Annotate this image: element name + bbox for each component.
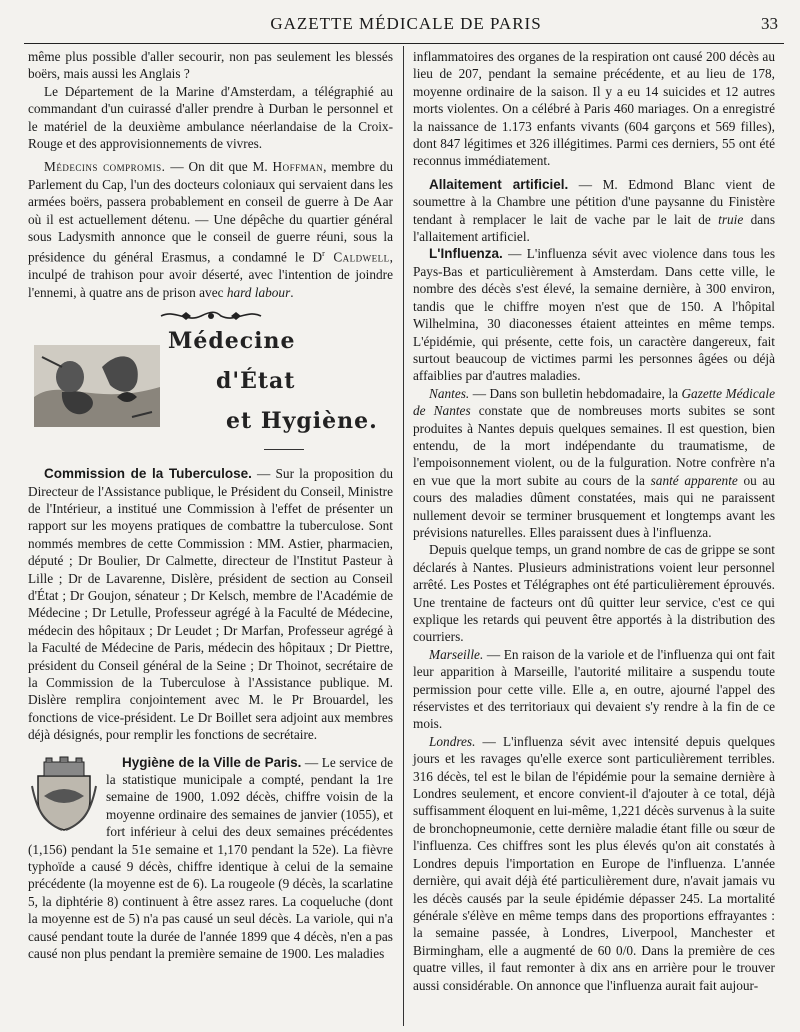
page-number: 33: [761, 14, 778, 33]
journal-title: GAZETTE MÉDICALE DE PARIS: [270, 14, 542, 33]
ornament-divider: [28, 309, 393, 329]
left-column: [28, 48, 393, 962]
paragraph: Nantes. — Dans son bulletin hebdomadaire, la Gazette Médicale de Nantes constate que de nombreuses morts subites se sont produites à Nantes depuis quelques semaines. Il est question, bien entendu, de la mort indépendante du traumatisme, de l'empoisonnement violent, ou de la fulguration. Notre confrère n'a en vue que la mort subite au cours de la santé apparente ou au cours des maladies dûment constatées, mais qui ne paraissent nullement devoir se terminer brusquement et longtemps avant les prévisions naturelles. Elles paraissent dues à l'influenza.: [413, 385, 775, 540]
paragraph: L'Influenza. — L'influenza sévit avec violence dans tous les Pays-Bas et particulièrement à Amsterdam. Dans cette ville, le nombre des décès s'est élevé, la semaine dernière, à 300 environ, tandis que le chiffre moyen n'est que de 150. A l'hôpital Wilhelmina, 30 diaconesses étaient atteintes en même temps. L'épidémie, qui présente, cette fois, un caractère dangereux, fait surtout beaucoup de victimes parmi les personnes âgées ou déjà affaiblies par d'autres maladies.: [413, 246, 775, 384]
section-title-line2: d'État: [216, 368, 296, 395]
paragraph-heading: Médecins compromis.: [44, 159, 166, 175]
section-title-line1: Médecine: [168, 328, 296, 355]
city-heading: Nantes.: [429, 385, 470, 401]
paragraph: Londres. — L'influenza sévit avec intensité depuis quelques jours et les ravages qu'elle exerce sont particulièrement terribles. 316 décès, tel est le bilan de l'épidémie pour la semaine dernière à Londres seulement, et encore convient-il d'ajouter à ce total, déjà suffisamment éloquent en lui-même, 1,221 décès survenus à la suite de bronchopneumonie, cette dernière maladie étant fille ou sœur de l'influenza. Ces chiffres sont les plus élevés qu'on ait constatés à Londres depuis l'importation en Europe de l'influenza. L'année dernière, qui avait déjà été particulièrement dure, n'avait jamais vu les décès causés par la seule épidémie dépasser 245. La mortalité générale s'élève en même temps dans des proportions effrayantes : la semaine passée, à Londres, Liverpool, Manchester et Birmingham, elle a augmenté de 60 0/0. Dans la première de ces quatre villes, il faut remonter à dix ans en arrière pour le trouver aussi considérable. On annonce que l'influenza aurait fait aujour-: [413, 733, 776, 993]
paragraph-heading: Commission de la Tuberculose.: [44, 466, 252, 482]
city-heading: Londres.: [429, 733, 476, 749]
city-arms-emblem: [30, 756, 98, 832]
paragraph-heading: L'Influenza.: [429, 246, 503, 262]
page-header: [28, 14, 784, 36]
paragraph: Marseille. — En raison de la variole et de l'influenza qui ont fait leur apparition à Marseille, l'autorité militaire a suspendu toute permission pour cette ville. Elle a, en outre, ajourné l'appel des réservistes et des territoriaux qui devaient s'y rendre à la fin de ce mois.: [413, 646, 775, 732]
section-rule: [264, 449, 304, 450]
paragraph-heading: Hygiène de la Ville de Paris.: [122, 754, 302, 770]
paragraph: Hygiène de la Ville de Paris. — Le service de la statistique municipale a compté, pendant la 1re semaine de 1900, 1.092 décès, chiffre voisin de la moyenne ordinaire des semaines de janvier (1055), et fort inférieur à celui des deux semaines précédentes (1,156) pendant la 51e semaine et 1,170 pendant la 52e). La fièvre typhoïde a causé 9 décès, chiffre identique à celui de la semaine précédente (la moyenne est de 6). La rougeole (9 décès, la scarlatine 5, la diphtérie 8) continuent à être assez rares. La coqueluche (dont la moyenne est de 5) n'a pas causé un seul décès. La variole, qui n'a causé pendant toute la durée de l'année 1899 que 4 décès, n'en a pas causé non plus pendant la première semaine de 1900. Les maladies: [28, 754, 393, 962]
paragraph: Médecins compromis. — On dit que M. Hoffman, membre du Parlement du Cap, l'un des docteurs coloniaux qui servaient dans les armées boërs, passera probablement en conseil de guerre à De Aar où il est actuellement détenu. — Une dépêche du quartier général sous Ladysmith annonce que le conseil de guerre réuni, sous la présidence du général Erasmus, a condamné le $D^r$ Caldwell, inculpé de trahison pour avoir déserté, avec l'intention de joindre l'ennemi, à quatre ans de prison avec hard labour.: [28, 159, 393, 300]
paragraph-heading: Allaitement artificiel.: [429, 176, 569, 192]
right-column: [413, 48, 775, 994]
paragraph: même plus possible d'aller secourir, non pas seulement les blessés boërs, mais aussi les Anglais ?: [28, 49, 393, 82]
paragraph: Le Département de la Marine d'Amsterdam, a télégraphié au commandant d'un cuirassé d'aller prendre à Durban le personnel et le matériel de la deuxième ambulance néerlandaise de la Croix-Rouge et des approvisionnements de vivres.: [28, 83, 393, 152]
header-rule: [24, 43, 784, 44]
paragraph: Allaitement artificiel. — M. Edmond Blanc vient de soumettre à la Chambre une pétition d'une paysanne du Finistère tendant à remplacer le lait de vache par le lait de truie dans l'allaitement artificiel.: [413, 176, 775, 245]
section-title-line3: et Hygiène.: [226, 408, 378, 435]
city-heading: Marseille.: [429, 646, 484, 662]
paragraph: Commission de la Tuberculose. — Sur la proposition du Directeur de l'Assistance publique, le Président du Conseil, Ministre de l'Intérieur, a institué une Commission à l'effet de présenter un rapport sur les moyens pratiques de combattre la tuberculose. Sont nommés membres de cette Commission : MM. Astier, pharmacien, député ; Dr Boulier, Dr Calmette, directeur de l'Institut Pasteur à Lille ; Dr de Lavarenne, Dislère, président de section au Conseil d'État ; Dr Goujon, sénateur ; Dr Kelsch, membre de l'Académie de Médecine ; Dr Letulle, Professeur agrégé à la Faculté de Médecine, médecin des hôpitaux ; Dr Leudet ; Dr Marfan, Professeur agrégé à la Faculté de Médecine de Paris, médecin des hôpitaux ; Dr Piettre, président du Conseil général de la Seine ; Dr Thoinot, secrétaire de la Commission de la Tuberculose à l'Assistance publique. M. Dislère remplira conjointement avec M. le Pr Brouardel, les fonctions de vice-président. Le Dr Boillet sera adjoint aux membres déjà désignés, pour remplir les fonctions de secrétaire.: [28, 466, 394, 743]
paragraph: Depuis quelque temps, un grand nombre de cas de grippe se sont déclarés à Nantes. Plusieurs administrations voient leur personnel arrêté. Les Postes et Télégraphes ont été particulièrement éprouvés. Une trentaine de facteurs ont dû quitter leur service, c'est ce qui explique les retards qui peuvent être apportés à la distribution des courriers.: [413, 542, 775, 645]
paragraph: inflammatoires des organes de la respiration ont causé 200 décès au lieu de 207, pendant la semaine précédente, et au lieu de 178, moyenne ordinaire de la saison. Il y a eu 14 suicides et 12 autres morts violentes. On a célébré à Paris 460 mariages. On a enregistré la naissance de 1.173 enfants vivants (604 garçons et 569 filles), dont 847 légitimes et 326 illégitimes. Parmi ces derniers, 55 ont été reconnus immédiatement.: [413, 49, 775, 169]
engraving-illustration: [32, 337, 162, 433]
column-divider: [403, 46, 404, 1026]
section-heading: [28, 328, 393, 459]
